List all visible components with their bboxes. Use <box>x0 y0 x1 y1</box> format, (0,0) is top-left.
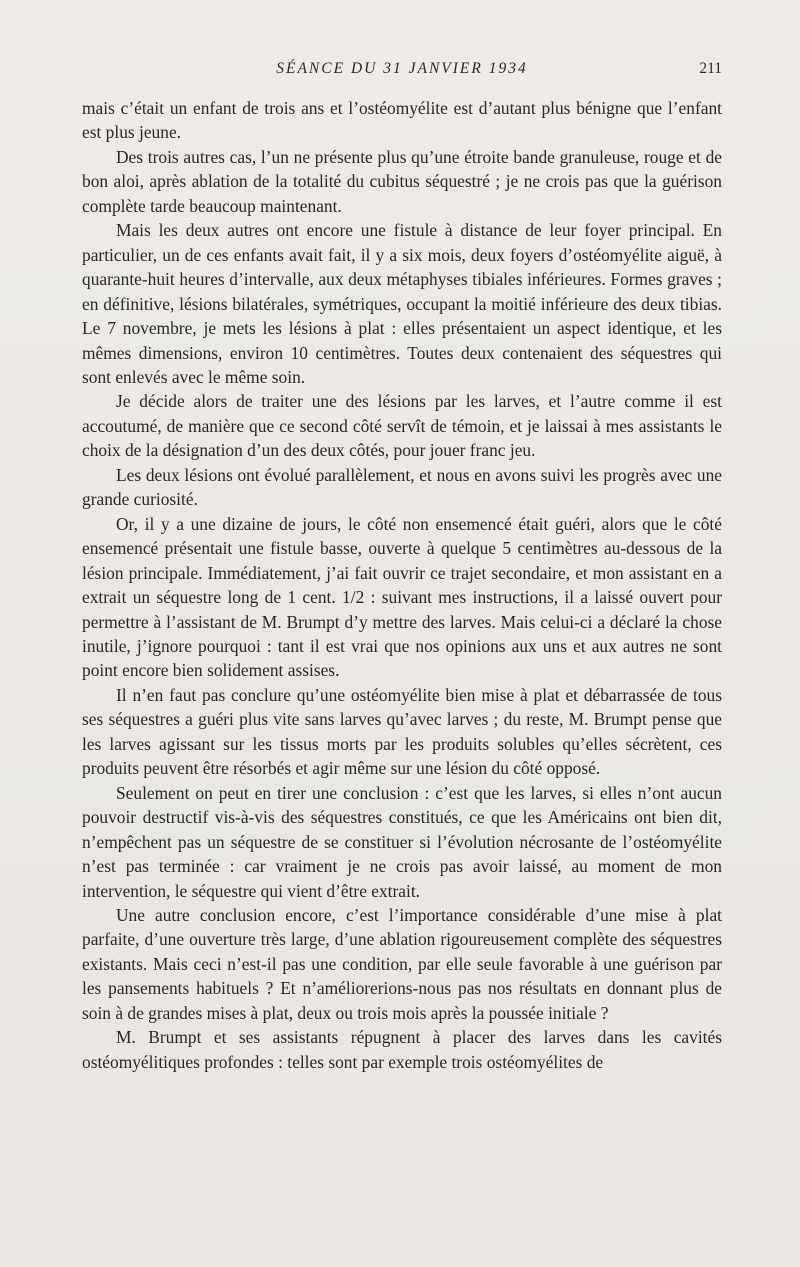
paragraph: M. Brumpt et ses assistants répugnent à placer des larves dans les cavités ostéomyélitiques profondes : telles sont par exemple trois ostéomyélites de <box>82 1027 722 1072</box>
paragraph: Des trois autres cas, l’un ne présente plus qu’une étroite bande granuleuse, rouge et de bon aloi, après ablation de la totalité du cubitus séquestré ; je ne crois pas que la guérison complète tarde beaucoup maintenant. <box>82 146 722 216</box>
paragraph: Les deux lésions ont évolué parallèlement, et nous en avons suivi les progrès avec une grande curiosité. <box>82 464 722 510</box>
running-header <box>82 58 722 82</box>
body-text <box>82 96 722 1074</box>
paragraph: Je décide alors de traiter une des lésions par les larves, et l’autre comme il est accoutumé, de manière que ce second côté servît de témoin, et je laissai à mes assistants le choix de la désignation d’un des deux côtés, pour jouer franc jeu. <box>82 391 722 461</box>
running-title: SÉANCE DU 31 JANVIER 1934 <box>276 60 528 77</box>
paragraph: Or, il y a une dizaine de jours, le côté non ensemencé était guéri, alors que le côté ensemencé présentait une fistule basse, ouverte à quelque 5 centimètres au-dessous de la lésion principale. Immédiatement, j’ai fait ouvrir ce trajet secondaire, et mon assistant en a extrait un séquestre long de 1 cent. 1/2 : suivant mes instructions, il a laissé ouvert pour permettre à l’assistant de M. Brumpt d’y mettre des larves. Mais celui-ci a déclaré la chose inutile, j’ignore pourquoi : tant il est vrai que nos opinions aux uns et aux autres ne sont point encore bien solidement assises. <box>82 513 722 681</box>
paragraph: Il n’en faut pas conclure qu’une ostéomyélite bien mise à plat et débarrassée de tous ses séquestres a guéri plus vite sans larves qu’avec larves ; du reste, M. Brumpt pense que les larves agissant sur les tissus morts par les produits solubles qu’elles sécrètent, ces produits peuvent être résorbés et agir même sur une lésion du côté opposé. <box>82 684 722 779</box>
paragraph: Seulement on peut en tirer une conclusion : c’est que les larves, si elles n’ont aucun pouvoir destructif vis-à-vis des séquestres constitués, ce que les Américains ont bien dit, n’empêchent pas un séquestre de se constituer si l’évolution nécrosante de l’ostéomyélite n’est pas terminée : car vraiment je ne crois pas avoir laissé, au moment de mon intervention, le séquestre qui vient d’être extrait. <box>82 782 722 901</box>
paragraph-continuation: mais c’était un enfant de trois ans et l’ostéomyélite est d’autant plus bénigne que l’enfant est plus jeune. <box>82 98 722 143</box>
paragraph: Une autre conclusion encore, c’est l’importance considérable d’une mise à plat parfaite, d’une ouverture très large, d’une ablation rigoureusement complète des séquestres existants. Mais ceci n’est-il pas une condition, par elle seule favorable à une guérison par les pansements habituels ? Et n’améliorerions-nous pas nos résultats en donnant plus de soin à de grandes mises à plat, deux ou trois mois après la poussée initiale ? <box>82 904 722 1023</box>
paragraph: Mais les deux autres ont encore une fistule à distance de leur foyer principal. En particulier, un de ces enfants avait fait, il y a six mois, deux foyers d’ostéomyélite aiguë, à quarante-huit heures d’intervalle, aux deux métaphyses tibiales inférieures. Formes graves ; en définitive, lésions bilatérales, symétriques, occupant la moitié inférieure des deux tibias. Le 7 novembre, je mets les lésions à plat : elles présentaient un aspect identique, et les mêmes dimensions, environ 10 centimètres. Toutes deux contenaient des séquestres qui sont enlevés avec le même soin. <box>82 220 722 387</box>
page-number: 211 <box>699 60 722 77</box>
